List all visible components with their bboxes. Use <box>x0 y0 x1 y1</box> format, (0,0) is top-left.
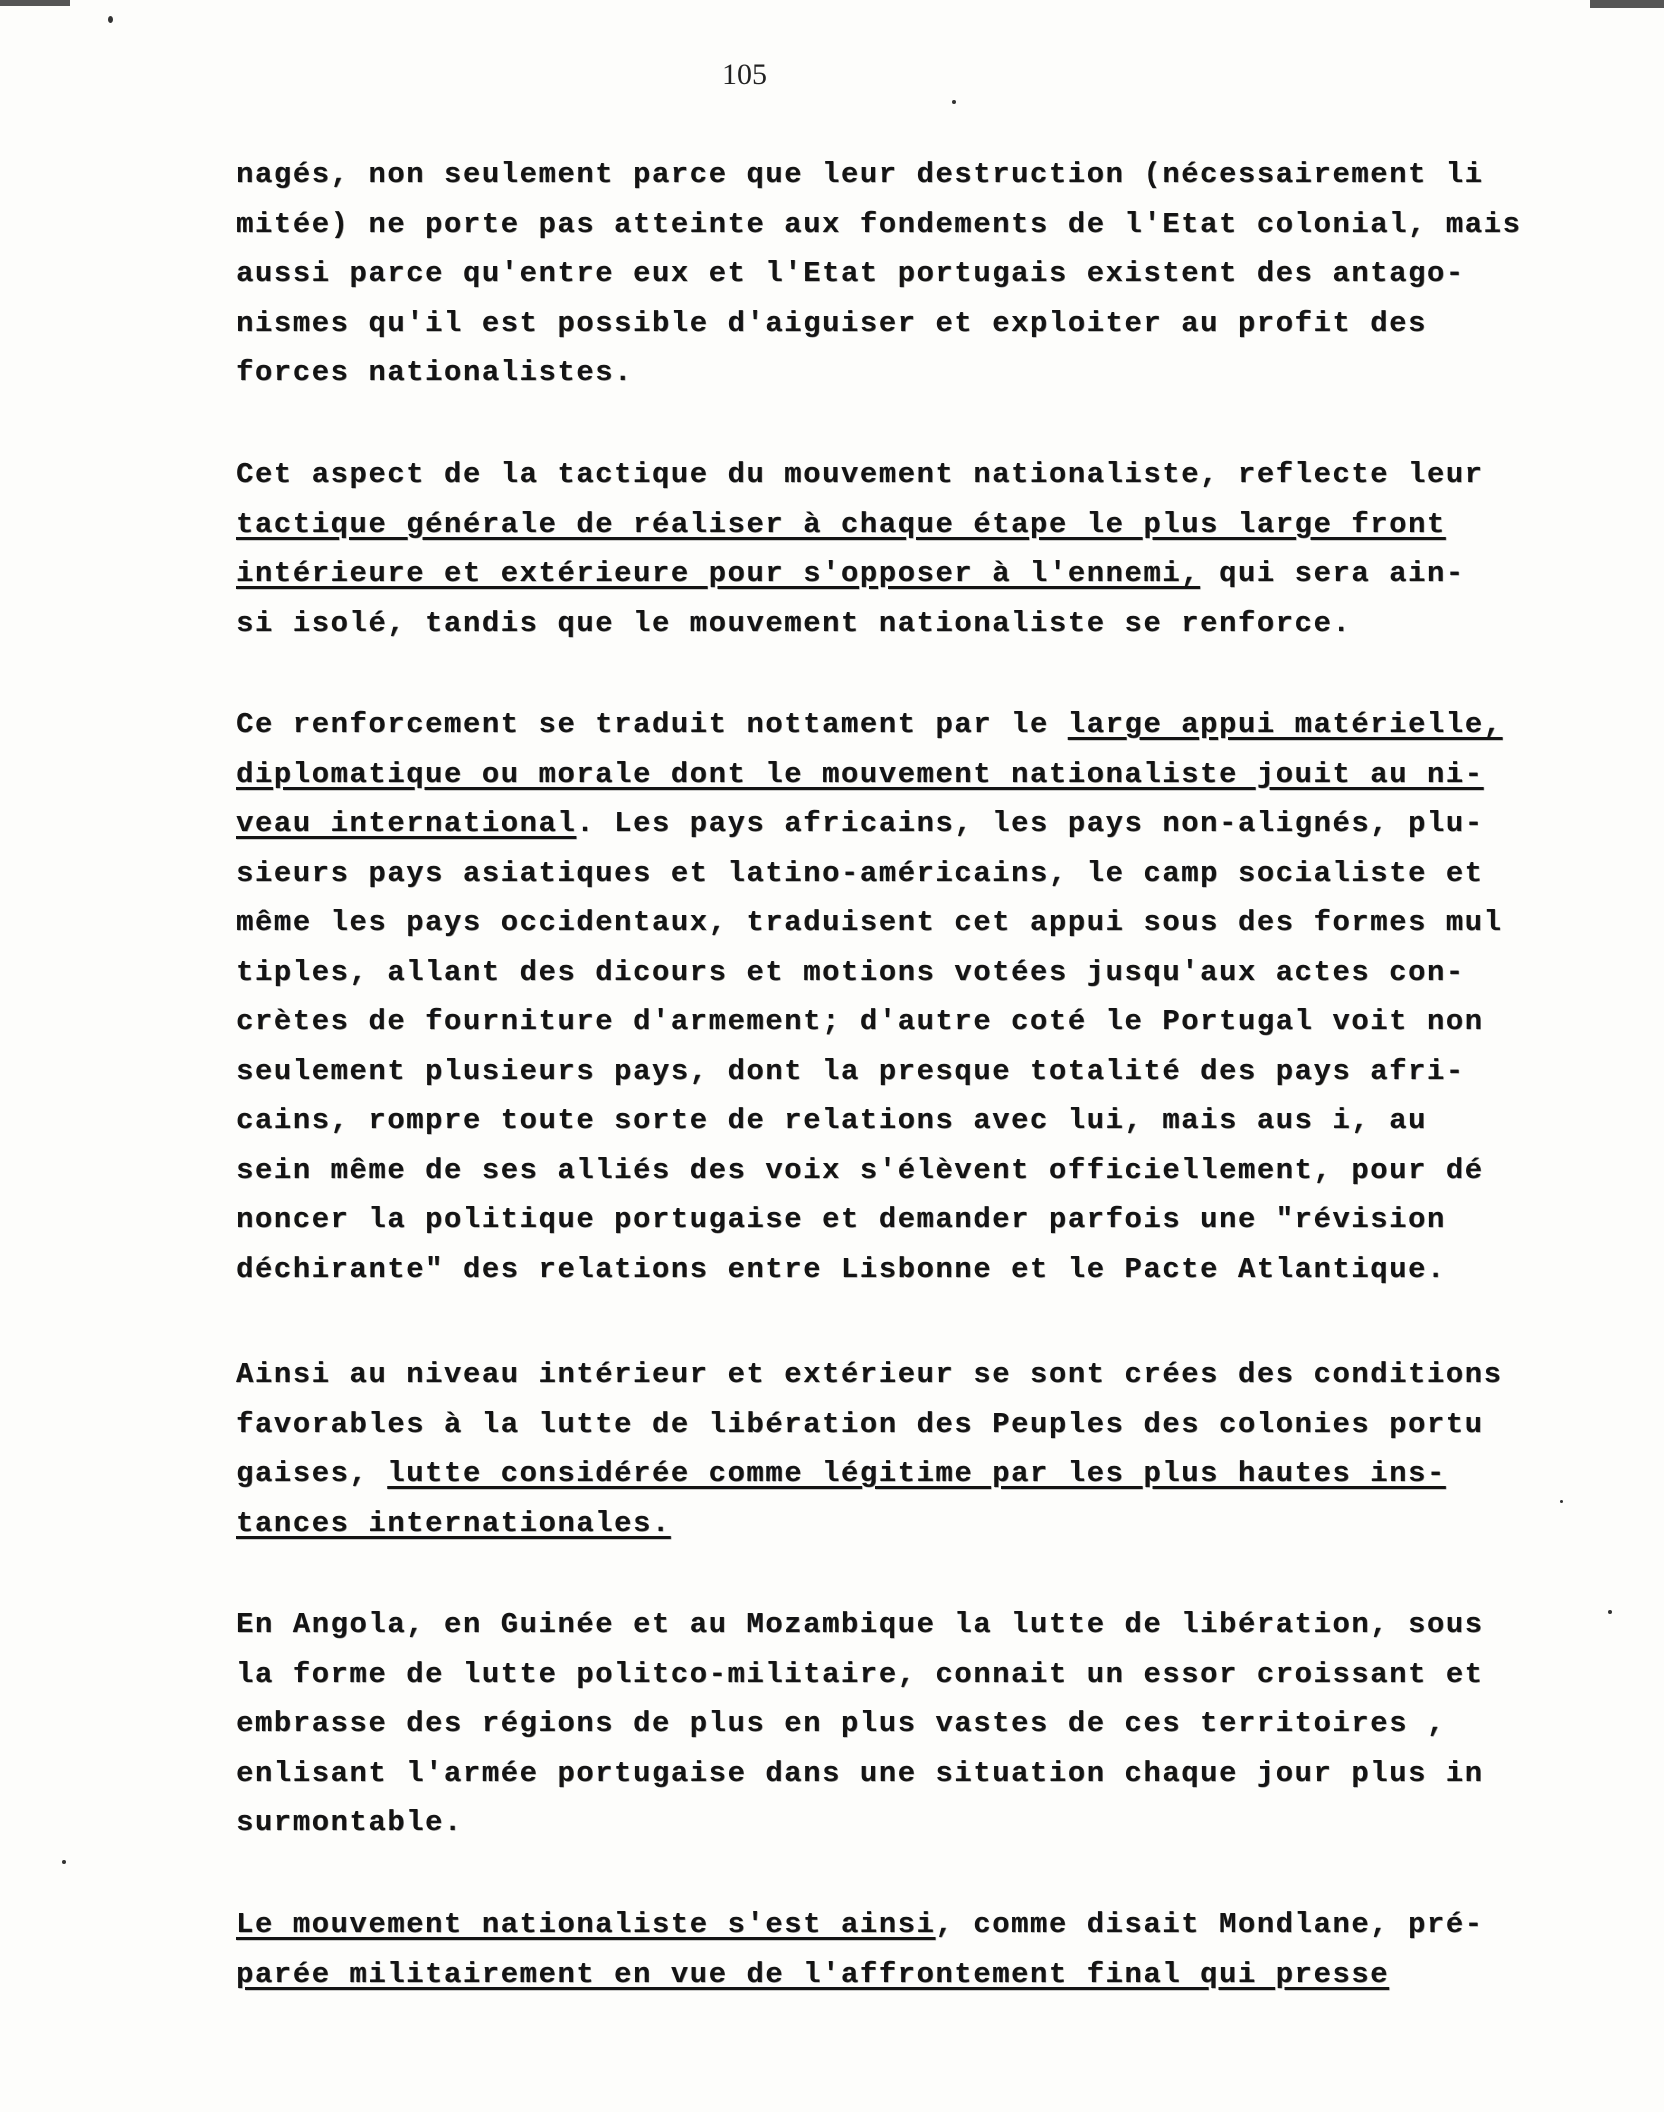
text-line <box>236 1900 1596 1950</box>
text-segment: déchirante" des relations entre Lisbonne et le Pacte Atlantique. <box>236 1252 1446 1286</box>
text-segment: Cet aspect de la tactique du mouvement nationaliste, reflecte leur <box>236 458 1484 491</box>
text-line <box>236 348 1596 398</box>
text-segment: si isolé, tandis que le mouvement nationaliste se renforce. <box>236 606 1352 640</box>
text-line <box>236 1650 1596 1700</box>
text-segment: Ainsi au niveau intérieur et extérieur se sont crées des conditions <box>236 1358 1503 1391</box>
text-segment: noncer la politique portugaise et demander parfois une "révision <box>236 1203 1446 1236</box>
paragraph <box>236 700 1596 1294</box>
text-segment: mitée) ne porte pas atteinte aux fondements de l'Etat colonial, mais <box>236 207 1522 241</box>
text-line <box>236 1749 1596 1799</box>
text-line <box>236 150 1596 200</box>
underlined-text: tactique générale de réaliser à chaque étape le plus large front <box>236 507 1446 541</box>
underlined-text: parée militairement en vue de l'affrontement final qui presse <box>236 1957 1390 1991</box>
text-line <box>236 500 1596 550</box>
text-segment: forces nationalistes. <box>236 356 633 389</box>
underlined-text: lutte considérée comme légitime par les plus hautes ins- <box>387 1457 1446 1490</box>
text-segment: qui sera ain- <box>1200 557 1465 590</box>
text-segment: enlisant l'armée portugaise dans une situation chaque jour plus in <box>236 1756 1484 1790</box>
text-line <box>236 1449 1596 1499</box>
text-line <box>236 299 1596 349</box>
text-segment: crètes de fourniture d'armement; d'autre coté le Portugal voit non <box>236 1005 1484 1038</box>
text-segment: même les pays occidentaux, traduisent cet appui sous des formes mul <box>236 906 1503 939</box>
text-line <box>236 1350 1596 1400</box>
text-line <box>236 1600 1596 1650</box>
text-line <box>236 1146 1596 1196</box>
text-line <box>236 450 1596 500</box>
text-segment: cains, rompre toute sorte de relations avec lui, mais aus i, au <box>236 1104 1427 1137</box>
text-segment: favorables à la lutte de libération des Peuples des colonies portu <box>236 1407 1484 1441</box>
text-segment: sein même de ses alliés des voix s'élèvent officiellement, pour dé <box>236 1153 1484 1187</box>
text-line <box>236 1245 1596 1295</box>
text-line <box>236 599 1596 649</box>
text-line <box>236 1096 1596 1146</box>
paragraph <box>236 450 1596 648</box>
text-line <box>236 799 1596 849</box>
paragraph <box>236 1600 1596 1848</box>
text-segment: gaises, <box>236 1457 388 1490</box>
scan-speck <box>952 100 956 104</box>
text-line <box>236 750 1596 800</box>
text-line <box>236 1699 1596 1749</box>
text-segment: . Les pays africains, les pays non-alignés, plu- <box>576 807 1484 840</box>
scan-speck <box>108 16 113 23</box>
scan-speck <box>62 1860 66 1864</box>
scan-speck <box>1608 1610 1612 1614</box>
text-segment: En Angola, en Guinée et au Mozambique la lutte de libération, sous <box>236 1608 1484 1641</box>
underlined-text: large appui matérielle, <box>1067 708 1503 741</box>
text-line <box>236 849 1596 899</box>
text-line <box>236 1798 1596 1848</box>
page-number: 105 <box>722 58 767 91</box>
text-segment: , comme disait Mondlane, pré- <box>935 1908 1484 1941</box>
paragraph <box>236 1900 1596 1999</box>
scan-edge-mark-right <box>1590 0 1664 8</box>
text-segment: tiples, allant des dicours et motions votées jusqu'aux actes con- <box>236 955 1465 989</box>
text-line <box>236 898 1596 948</box>
text-line <box>236 997 1596 1047</box>
text-segment: nismes qu'il est possible d'aiguiser et exploiter au profit des <box>236 306 1427 340</box>
text-line <box>236 1499 1596 1549</box>
paragraph <box>236 150 1596 398</box>
text-line <box>236 1047 1596 1097</box>
text-segment: surmontable. <box>236 1806 463 1839</box>
text-segment: sieurs pays asiatiques et latino-américains, le camp socialiste et <box>236 856 1484 890</box>
scan-edge-mark-left <box>0 0 70 6</box>
text-segment: seulement plusieurs pays, dont la presque totalité des pays afri- <box>236 1054 1465 1088</box>
text-line <box>236 948 1596 998</box>
underlined-text: diplomatique ou morale dont le mouvement nationaliste jouit au ni- <box>236 757 1484 791</box>
text-segment: embrasse des régions de plus en plus vastes de ces territoires , <box>236 1707 1446 1740</box>
text-segment: la forme de lutte politco-militaire, connait un essor croissant et <box>236 1657 1484 1691</box>
text-segment: aussi parce qu'entre eux et l'Etat portugais existent des antago- <box>236 257 1465 290</box>
underlined-text: veau international <box>236 807 577 840</box>
text-segment: nagés, non seulement parce que leur destruction (nécessairement li <box>236 158 1484 191</box>
underlined-text: intérieure et extérieure pour s'opposer à l'ennemi, <box>236 557 1201 590</box>
text-segment: Ce renforcement se traduit nottament par le <box>236 708 1068 741</box>
text-line <box>236 1195 1596 1245</box>
paragraph <box>236 1350 1596 1548</box>
text-line <box>236 700 1596 750</box>
underlined-text: Le mouvement nationaliste s'est ainsi <box>236 1908 936 1941</box>
text-line <box>236 200 1596 250</box>
text-line <box>236 249 1596 299</box>
text-line <box>236 549 1596 599</box>
text-line <box>236 1400 1596 1450</box>
underlined-text: tances internationales. <box>236 1506 671 1540</box>
text-line <box>236 1950 1596 2000</box>
